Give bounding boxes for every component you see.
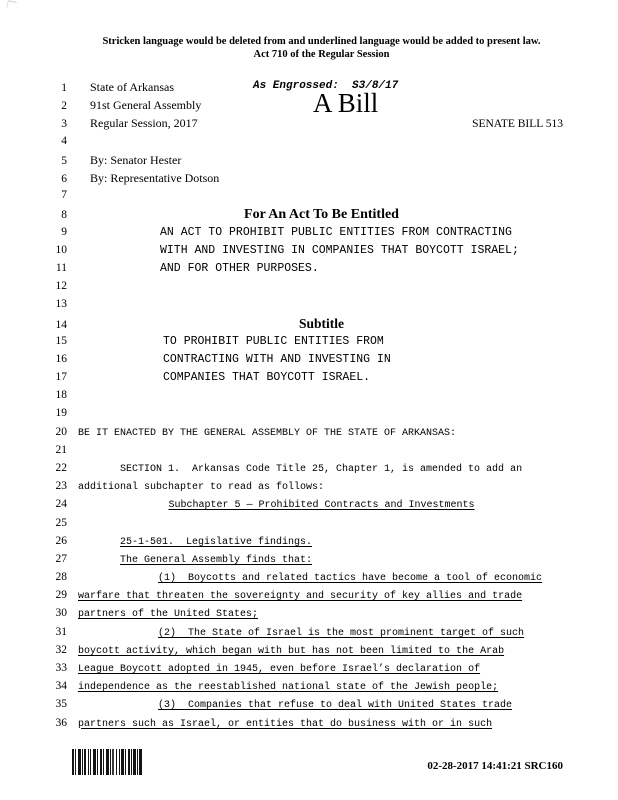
- line-text: 25-1-501. Legislative findings.: [120, 536, 313, 548]
- document-line: [0, 698, 618, 716]
- line-number: 26: [55, 534, 67, 547]
- bill-heading: A Bill: [313, 88, 379, 118]
- line-text: Subtitle: [298, 316, 344, 332]
- document-line: [0, 426, 618, 444]
- line-text: By: Representative Dotson: [90, 170, 220, 185]
- document-line: [0, 98, 618, 116]
- line-text: 91st General Assembly: [90, 98, 202, 113]
- line-text: boycott activity, which began with but has not been limited to the Arab: [78, 645, 505, 657]
- line-number: 4: [61, 134, 67, 147]
- document-line: [0, 462, 618, 480]
- document-line: [0, 353, 618, 371]
- document-line: [0, 226, 618, 244]
- line-number: 30: [55, 607, 67, 620]
- document-line: [0, 480, 618, 498]
- line-number: 1: [61, 82, 67, 94]
- line-number: 7: [61, 189, 67, 202]
- line-text: WITH AND INVESTING IN COMPANIES THAT BOYCOTT ISRAEL;: [160, 243, 519, 257]
- document-line: [0, 298, 618, 316]
- line-number: 35: [55, 698, 67, 711]
- stricken-language-notice: Stricken language would be deleted from and underlined language would be added to present law.: [102, 36, 541, 47]
- line-number: 10: [55, 243, 67, 256]
- line-text: By: Senator Hester: [90, 152, 182, 167]
- line-number: 33: [55, 662, 67, 674]
- line-number: 21: [55, 443, 67, 456]
- line-text: Subchapter 5 — Prohibited Contracts and Investments: [168, 500, 475, 512]
- document-line: [0, 607, 618, 625]
- document-line: [0, 389, 618, 407]
- line-number: 28: [55, 571, 67, 584]
- line-text: AN ACT TO PROHIBIT PUBLIC ENTITIES FROM CONTRACTING: [160, 225, 512, 239]
- document-line: [0, 517, 618, 535]
- line-text: COMPANIES THAT BOYCOTT ISRAEL.: [163, 371, 371, 384]
- line-text: warfare that threaten the sovereignty and security of key allies and trade: [78, 591, 523, 603]
- document-line: [0, 316, 618, 334]
- document-line: [0, 717, 618, 735]
- document-line: [0, 207, 618, 225]
- line-text: (3) Companies that refuse to deal with United States trade: [158, 700, 513, 712]
- line-number: 17: [55, 371, 67, 383]
- document-line: [0, 153, 618, 171]
- line-text: partners of the United States;: [78, 609, 259, 621]
- line-text: For An Act To Be Entitled: [244, 207, 399, 223]
- document-line: [0, 371, 618, 389]
- document-lines: [0, 80, 618, 735]
- document-line: [0, 80, 618, 98]
- line-text: independence as the reestablished national state of the Jewish people;: [78, 682, 499, 694]
- line-text: partners such as Israel, or entities that do business with or in such: [78, 718, 493, 730]
- document-line: [0, 553, 618, 571]
- line-text: additional subchapter to read as follows:: [78, 482, 325, 494]
- line-text: TO PROHIBIT PUBLIC ENTITIES FROM: [163, 334, 384, 348]
- line-number: 19: [55, 407, 67, 420]
- line-text: State of Arkansas: [90, 80, 174, 94]
- line-number: 36: [55, 716, 67, 729]
- barcode: [72, 749, 142, 775]
- document-line: [0, 444, 618, 462]
- line-number: 14: [55, 319, 67, 332]
- line-number: 31: [55, 625, 67, 638]
- line-text: SECTION 1. Arkansas Code Title 25, Chapter 1, is amended to add an: [120, 463, 523, 475]
- document-line: [0, 335, 618, 353]
- act-session-notice: Act 710 of the Regular Session: [253, 49, 390, 60]
- line-number: 23: [55, 480, 67, 493]
- document-line: [0, 244, 618, 262]
- document-line: [0, 571, 618, 589]
- line-number: 6: [61, 172, 67, 185]
- line-number: 18: [55, 389, 67, 402]
- document-line: [0, 280, 618, 298]
- line-number: 3: [61, 118, 67, 131]
- line-number: 11: [55, 261, 67, 274]
- line-number: 13: [55, 298, 67, 311]
- line-number: 34: [55, 680, 67, 693]
- document-line: [0, 589, 618, 607]
- bill-number: SENATE BILL 513: [472, 118, 563, 130]
- line-number: 32: [55, 643, 67, 656]
- document-line: [0, 644, 618, 662]
- line-text: (2) The State of Israel is the most prominent target of such: [158, 627, 525, 639]
- document-line: [0, 262, 618, 280]
- line-number: 15: [55, 334, 67, 347]
- line-text: AND FOR OTHER PURPOSES.: [160, 261, 319, 275]
- line-number: 29: [55, 589, 67, 602]
- document-line: [0, 626, 618, 644]
- line-number: 12: [55, 280, 67, 293]
- line-text: BE IT ENACTED BY THE GENERAL ASSEMBLY OF THE STATE OF ARKANSAS:: [78, 427, 457, 439]
- line-number: 24: [55, 498, 67, 511]
- scan-artifact: [6, 0, 16, 10]
- line-text: Regular Session, 2017: [90, 116, 198, 131]
- document-line: [0, 171, 618, 189]
- line-text: (1) Boycotts and related tactics have become a tool of economic: [158, 573, 543, 585]
- document-line: [0, 498, 618, 516]
- document-line: [0, 535, 618, 553]
- line-number: 16: [55, 352, 67, 365]
- filing-timestamp: 02-28-2017 14:41:21 SRC160: [427, 760, 563, 772]
- line-number: 22: [55, 461, 67, 474]
- line-text: The General Assembly finds that:: [120, 554, 313, 566]
- line-number: 2: [61, 100, 67, 113]
- line-number: 25: [55, 516, 67, 529]
- line-number: 20: [55, 425, 67, 438]
- line-number: 27: [55, 552, 67, 565]
- document-line: [0, 662, 618, 680]
- document-line: [0, 116, 618, 134]
- document-line: [0, 680, 618, 698]
- document-line: [0, 189, 618, 207]
- engrossed-stamp: As Engrossed: S3/8/17: [253, 80, 399, 92]
- line-number: 5: [61, 154, 67, 167]
- line-number: 9: [61, 225, 67, 238]
- line-text: League Boycott adopted in 1945, even before Israel’s declaration of: [78, 664, 481, 675]
- document-line: [0, 407, 618, 425]
- line-number: 8: [61, 209, 67, 222]
- document-line: [0, 135, 618, 153]
- line-text: CONTRACTING WITH AND INVESTING IN: [163, 352, 391, 366]
